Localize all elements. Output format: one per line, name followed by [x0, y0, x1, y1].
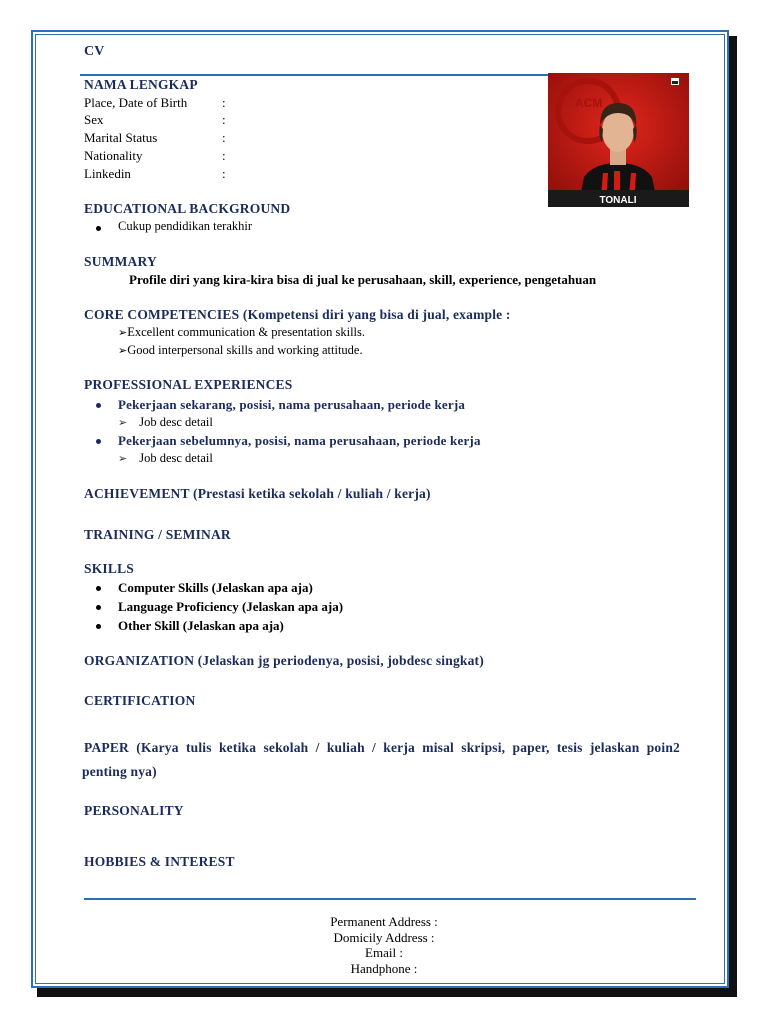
photo-caption: TONALI: [599, 195, 637, 206]
photo-illustration: [548, 73, 689, 207]
experience-detail: ➢ Job desc detail: [118, 415, 213, 429]
bullet-icon: [96, 403, 101, 408]
arrow-bullet-icon: ➢: [118, 416, 128, 429]
education-heading: EDUCATIONAL BACKGROUND: [84, 201, 291, 216]
profile-photo: [548, 73, 689, 207]
field-sep: :: [222, 166, 226, 181]
field-label-linkedin: Linkedin: [84, 166, 131, 181]
field-sep: :: [222, 130, 226, 145]
bullet-icon: [96, 624, 101, 629]
experience-heading: PROFESSIONAL EXPERIENCES: [84, 377, 293, 392]
summary-heading: SUMMARY: [84, 254, 157, 269]
field-sep: :: [222, 95, 226, 110]
footer-rule: [84, 898, 696, 900]
arrow-bullet-icon: ➢: [118, 326, 128, 339]
core-item: ➢Excellent communication & presentation skills.: [118, 325, 366, 339]
footer-email: Email :: [365, 945, 403, 960]
field-sep: :: [222, 112, 226, 127]
field-label-nationality: Nationality: [84, 148, 143, 163]
header-rule: [80, 74, 550, 76]
cv-title: CV: [84, 44, 105, 59]
field-sep: :: [222, 148, 226, 163]
photo-badge: ACM: [575, 96, 603, 110]
footer-domicily-address: Domicily Address :: [333, 930, 435, 945]
achievement-heading: ACHIEVEMENT (Prestasi ketika sekolah / kuliah / kerja): [84, 486, 431, 501]
footer-permanent-address: Permanent Address :: [330, 914, 438, 929]
bullet-icon: [96, 226, 101, 231]
personality-heading: PERSONALITY: [84, 803, 184, 818]
skill-item: Language Proficiency (Jelaskan apa aja): [118, 599, 344, 614]
name-heading: NAMA LENGKAP: [84, 77, 198, 92]
footer-handphone: Handphone :: [350, 961, 418, 976]
summary-text: Profile diri yang kira-kira bisa di jual ke perusahaan, skill, experience, pengetahuan: [129, 272, 597, 287]
experience-detail: ➢ Job desc detail: [118, 451, 213, 465]
bullet-icon: [96, 439, 101, 444]
skill-item: Computer Skills (Jelaskan apa aja): [118, 580, 313, 595]
education-item: Cukup pendidikan terakhir: [118, 219, 252, 233]
arrow-bullet-icon: ➢: [118, 452, 128, 465]
paper-heading-line1: PAPER (Karya tulis ketika sekolah / kuliah / kerja misal skripsi, paper, tesis jelaskan poin2: [84, 740, 680, 755]
bullet-icon: [96, 586, 101, 591]
field-label-birth: Place, Date of Birth: [84, 95, 188, 110]
arrow-bullet-icon: ➢: [118, 344, 128, 357]
field-label-marital: Marital Status: [84, 130, 158, 145]
certification-heading: CERTIFICATION: [84, 693, 196, 708]
paper-heading-line2: penting nya): [82, 764, 157, 779]
bullet-icon: [96, 605, 101, 610]
organization-heading: ORGANIZATION (Jelaskan jg periodenya, posisi, jobdesc singkat): [84, 653, 484, 668]
core-item: ➢Good interpersonal skills and working attitude.: [118, 343, 363, 357]
field-label-sex: Sex: [84, 112, 104, 127]
core-heading: CORE COMPETENCIES (Kompetensi diri yang bisa di jual, example :: [84, 307, 511, 322]
skill-item: Other Skill (Jelaskan apa aja): [118, 618, 284, 633]
experience-title: Pekerjaan sebelumnya, posisi, nama perusahaan, periode kerja: [118, 433, 481, 448]
hobbies-heading: HOBBIES & INTEREST: [84, 854, 235, 869]
experience-title: Pekerjaan sekarang, posisi, nama perusahaan, periode kerja: [118, 397, 466, 412]
training-heading: TRAINING / SEMINAR: [84, 527, 231, 542]
skills-heading: SKILLS: [84, 561, 134, 576]
